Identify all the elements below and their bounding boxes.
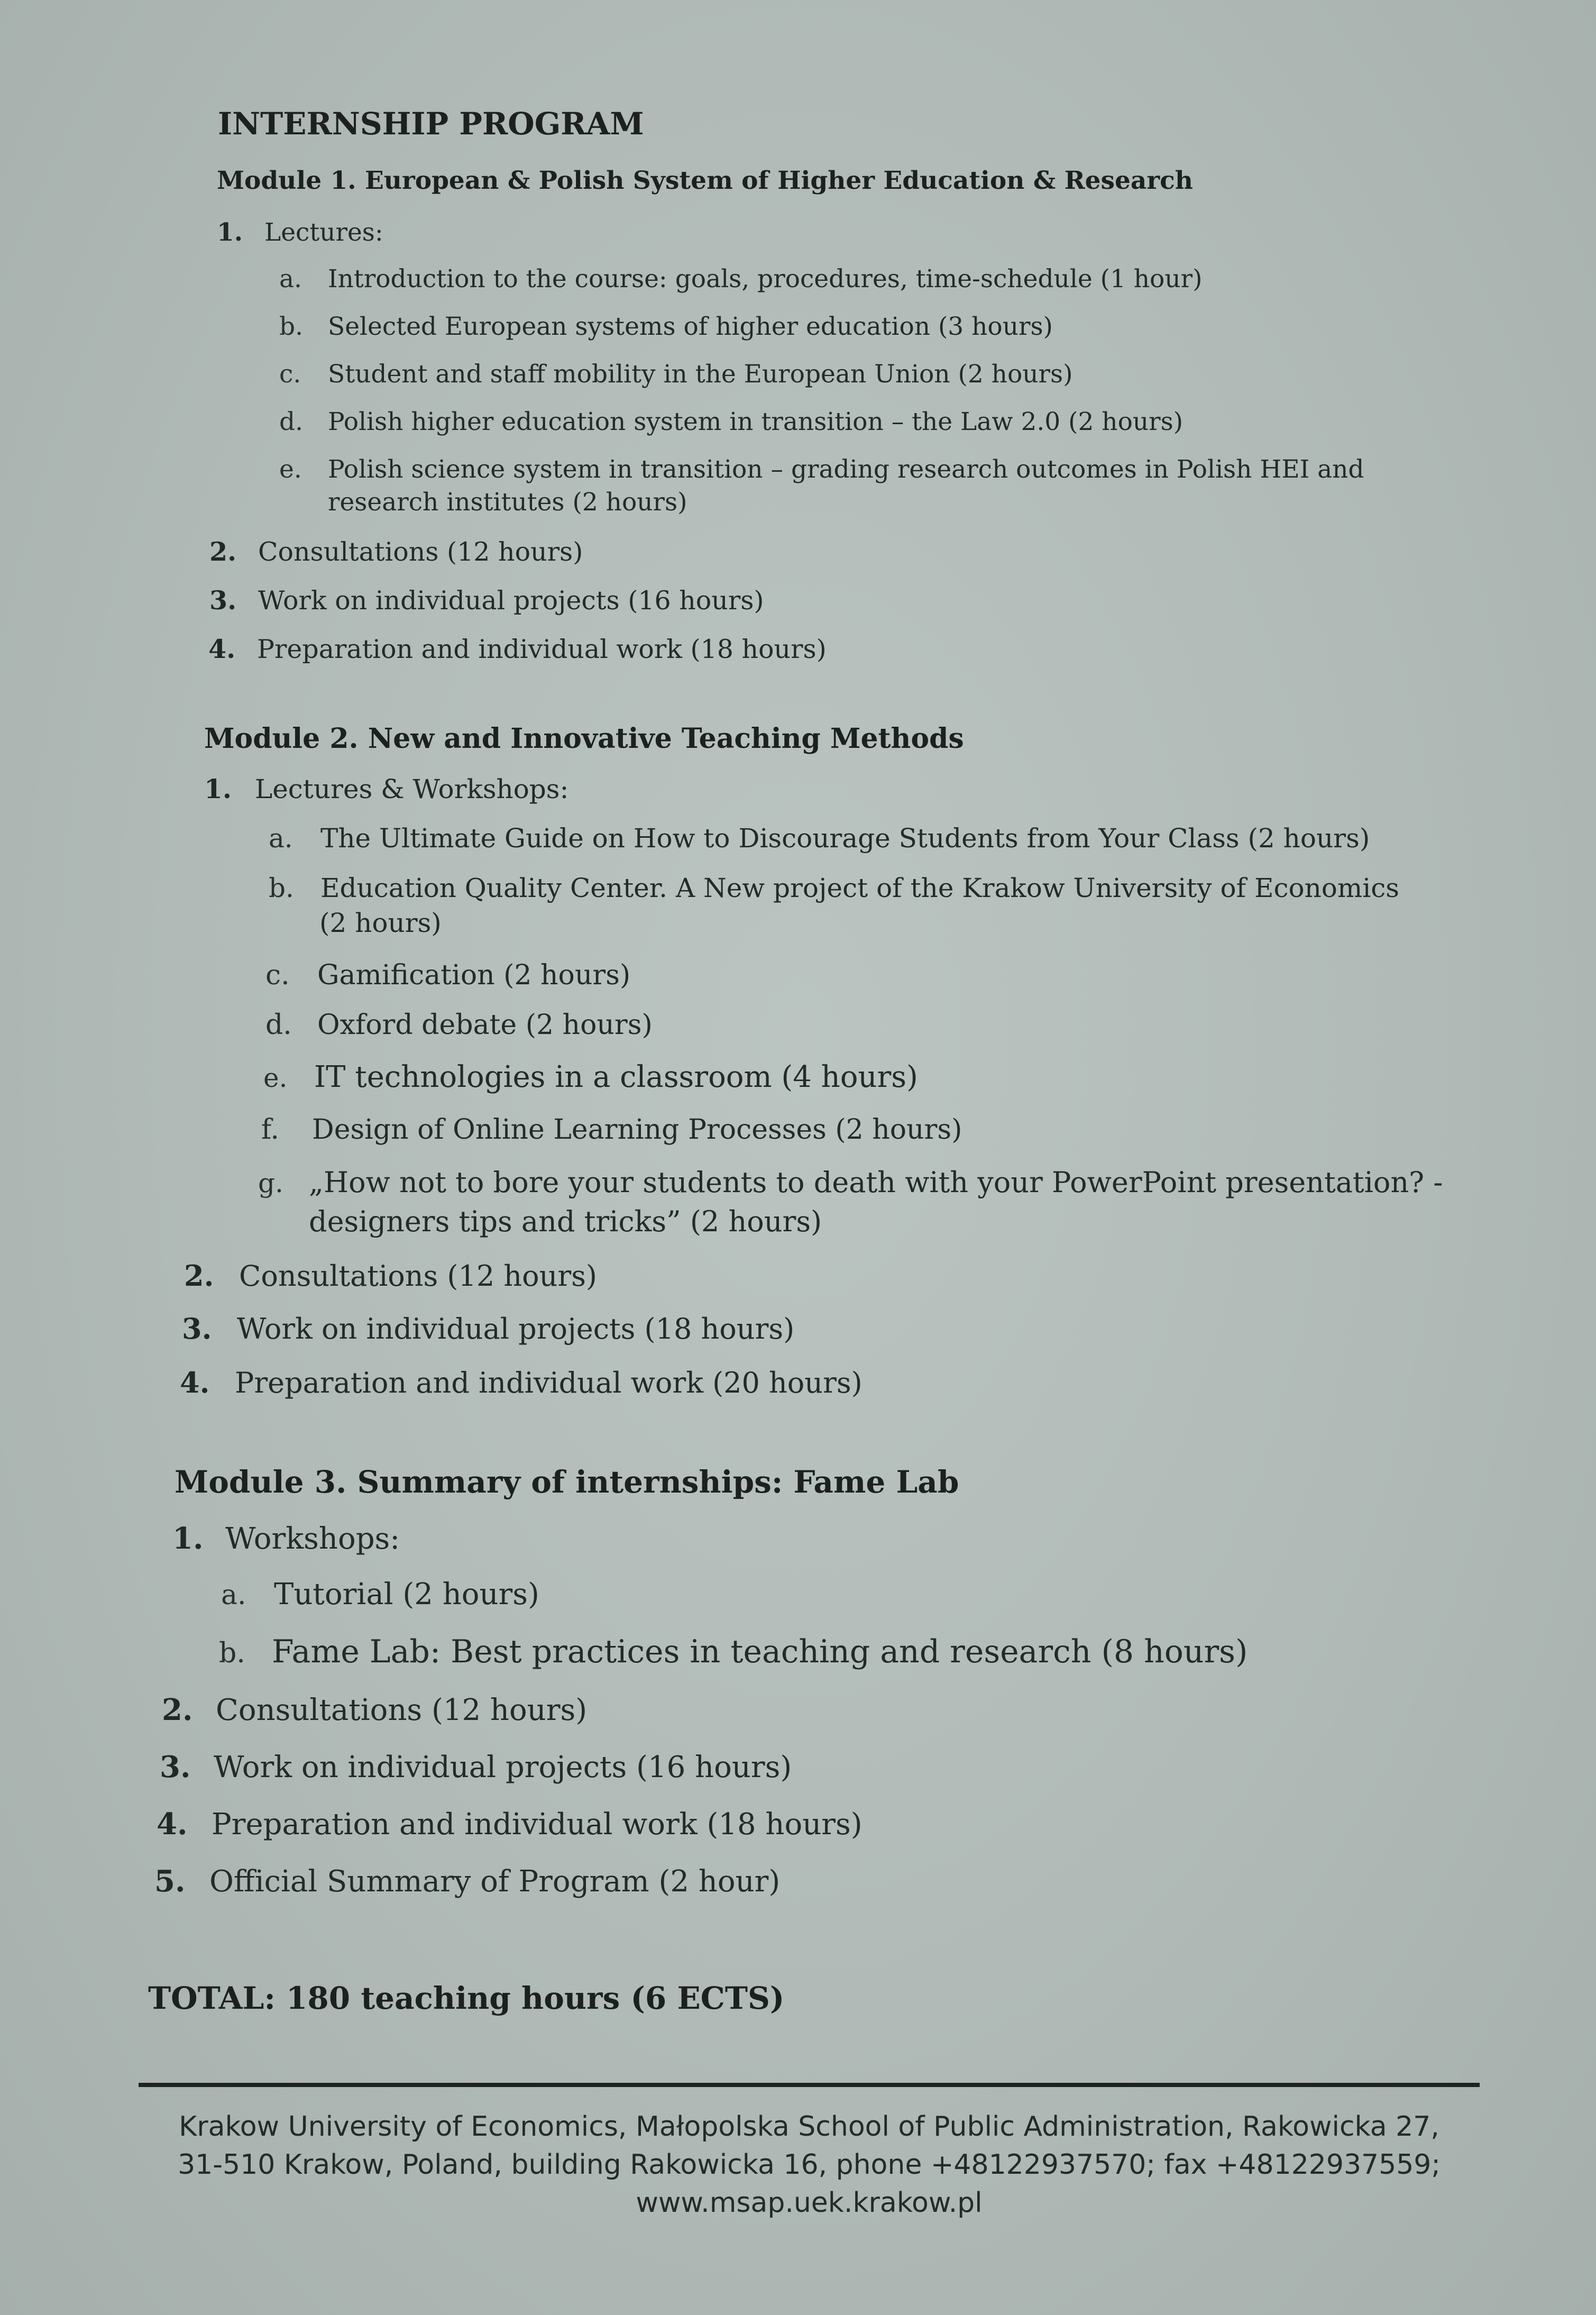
item-text: Work on individual projects (16 hours) bbox=[214, 1750, 792, 1785]
sub-item-letter: a. bbox=[221, 1579, 246, 1611]
module-3-heading: Module 3. Summary of internships: Fame Lab bbox=[175, 1464, 959, 1500]
sub-item-text: Polish science system in transition – grading research outcomes in Polish HEI and bbox=[328, 455, 1364, 484]
list-item bbox=[217, 218, 383, 247]
item-text: Consultations (12 hours) bbox=[258, 537, 583, 567]
sub-item-letter: d. bbox=[279, 407, 304, 436]
item-number: 1. bbox=[204, 773, 232, 804]
item-text: Consultations (12 hours) bbox=[216, 1693, 588, 1727]
footer-website: www.msap.uek.krakow.pl bbox=[636, 2187, 983, 2219]
sub-item-letter: c. bbox=[265, 959, 290, 991]
list-item bbox=[172, 1521, 400, 1556]
sub-item-text-continued: (2 hours) bbox=[319, 908, 442, 938]
total-hours: TOTAL: 180 teaching hours (6 ECTS) bbox=[148, 1980, 785, 2016]
list-item bbox=[184, 1259, 597, 1293]
item-text: Preparation and individual work (18 hours) bbox=[257, 634, 827, 664]
sub-list-item bbox=[265, 959, 630, 991]
item-number: 2. bbox=[209, 536, 237, 567]
sub-list-item bbox=[279, 264, 1202, 294]
footer-line-1: Krakow University of Economics, Małopolska School of Public Administration, Rakowicka 27, bbox=[179, 2111, 1439, 2143]
list-item bbox=[180, 1366, 863, 1399]
sub-item-text: Tutorial (2 hours) bbox=[274, 1577, 539, 1612]
sub-item-letter: g. bbox=[258, 1168, 283, 1198]
sub-item-text: Selected European systems of higher education (3 hours) bbox=[328, 312, 1053, 341]
sub-list-item bbox=[269, 823, 1370, 854]
sub-item-text: Polish higher education system in transition – the Law 2.0 (2 hours) bbox=[328, 407, 1184, 436]
item-text: Official Summary of Program (2 hour) bbox=[209, 1864, 781, 1899]
sub-item-letter: e. bbox=[279, 455, 302, 484]
sub-item-text: Oxford debate (2 hours) bbox=[317, 1009, 653, 1041]
sub-item-letter: c. bbox=[279, 360, 301, 389]
item-number: 1. bbox=[217, 218, 243, 247]
item-number: 3. bbox=[182, 1312, 212, 1346]
item-number: 2. bbox=[184, 1259, 214, 1293]
list-item bbox=[209, 585, 764, 616]
sub-item-letter: b. bbox=[269, 873, 294, 903]
sub-list-item bbox=[279, 407, 1183, 436]
item-text: Lectures: bbox=[264, 218, 383, 247]
sub-item-letter: b. bbox=[219, 1637, 245, 1669]
sub-item-text: Fame Lab: Best practices in teaching and research (8 hours) bbox=[272, 1633, 1248, 1670]
sub-item-letter: e. bbox=[263, 1063, 288, 1093]
list-item bbox=[209, 536, 583, 567]
sub-list-item bbox=[269, 873, 1399, 903]
list-item bbox=[154, 1864, 780, 1899]
item-number: 3. bbox=[209, 585, 237, 616]
item-text: Consultations (12 hours) bbox=[239, 1259, 598, 1293]
item-text: Lectures & Workshops: bbox=[255, 774, 569, 804]
sub-list-item bbox=[279, 455, 1364, 484]
module-1-heading: Module 1. European & Polish System of Higher Education & Research bbox=[217, 166, 1193, 195]
sub-item-letter: b. bbox=[279, 312, 304, 341]
sub-list-item bbox=[265, 1009, 653, 1041]
item-number: 2. bbox=[162, 1692, 193, 1727]
item-number: 3. bbox=[160, 1750, 191, 1785]
item-text: Workshops: bbox=[225, 1522, 400, 1556]
module-2-heading: Module 2. New and Innovative Teaching Methods bbox=[204, 722, 964, 755]
list-item bbox=[160, 1750, 792, 1785]
sub-item-letter: a. bbox=[269, 823, 293, 854]
sub-list-item bbox=[221, 1577, 539, 1612]
sub-list-item bbox=[261, 1114, 962, 1146]
footer-line-2: 31-510 Krakow, Poland, building Rakowicka 16, phone +48122937570; fax +48122937559; bbox=[178, 2149, 1441, 2181]
sub-list-item bbox=[279, 312, 1053, 341]
item-number: 4. bbox=[208, 634, 236, 664]
item-number: 4. bbox=[180, 1366, 210, 1399]
sub-item-letter: f. bbox=[261, 1114, 279, 1146]
item-text: Work on individual projects (18 hours) bbox=[237, 1312, 795, 1346]
item-text: Preparation and individual work (20 hours) bbox=[235, 1366, 863, 1399]
sub-item-letter: a. bbox=[279, 264, 302, 294]
item-number: 4. bbox=[157, 1807, 188, 1842]
sub-item-text: „How not to bore your students to death with your PowerPoint presentation? - bbox=[309, 1166, 1443, 1199]
list-item bbox=[208, 634, 827, 664]
item-number: 1. bbox=[172, 1521, 204, 1556]
item-text: Work on individual projects (16 hours) bbox=[258, 585, 764, 616]
footer-address bbox=[139, 2108, 1480, 2222]
sub-list-item bbox=[279, 360, 1072, 389]
sub-list-item bbox=[258, 1166, 1443, 1199]
sub-item-text: Gamification (2 hours) bbox=[317, 959, 631, 991]
sub-item-letter: d. bbox=[265, 1009, 292, 1041]
list-item bbox=[204, 773, 568, 804]
sub-item-text-continued: designers tips and tricks” (2 hours) bbox=[309, 1205, 822, 1238]
item-text: Preparation and individual work (18 hours) bbox=[212, 1807, 863, 1842]
sub-item-text: Design of Online Learning Processes (2 hours) bbox=[312, 1114, 962, 1146]
sub-item-text: The Ultimate Guide on How to Discourage Students from Your Class (2 hours) bbox=[320, 823, 1370, 854]
sub-item-text: IT technologies in a classroom (4 hours) bbox=[314, 1060, 918, 1094]
list-item bbox=[162, 1692, 587, 1727]
sub-item-text: Student and staff mobility in the European Union (2 hours) bbox=[328, 360, 1073, 389]
footer-divider bbox=[139, 2083, 1480, 2087]
sub-list-item bbox=[219, 1633, 1248, 1670]
sub-list-item bbox=[263, 1060, 918, 1094]
document-title: INTERNSHIP PROGRAM bbox=[218, 106, 644, 142]
sub-item-text: Introduction to the course: goals, procedures, time-schedule (1 hour) bbox=[328, 264, 1203, 294]
list-item bbox=[157, 1807, 863, 1842]
list-item bbox=[182, 1312, 794, 1346]
sub-item-text: Education Quality Center. A New project of the Krakow University of Economics bbox=[320, 873, 1399, 903]
sub-item-text-continued: research institutes (2 hours) bbox=[328, 488, 687, 517]
item-number: 5. bbox=[154, 1864, 186, 1899]
